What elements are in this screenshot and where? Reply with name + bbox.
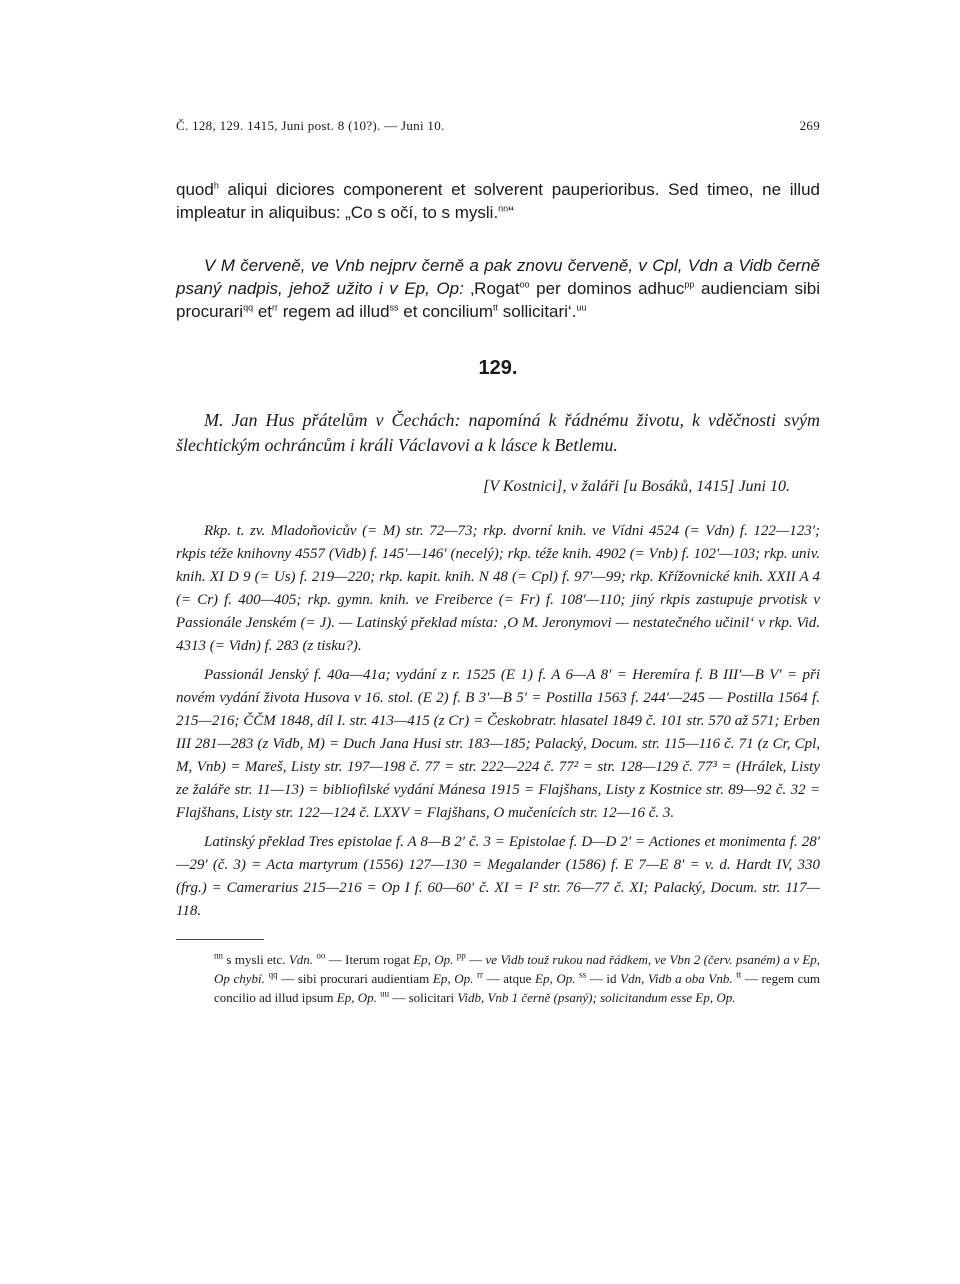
footnote-text: s mysli etc. — [223, 952, 289, 967]
running-header — [176, 118, 820, 134]
footnote-marker: qq — [243, 302, 254, 313]
intro-paragraph — [176, 178, 820, 224]
footnote-italic: Vdn, Vidb a oba Vnb. — [620, 971, 733, 986]
footnote-text: — Iterum rogat — [325, 952, 414, 967]
note-italic: V M červeně, ve Vnb nejprv černě a pak znovu červeně, v Cpl, Vdn a Vidb černě psaný nadpis, jehož užito i v Ep, Op: — [176, 256, 820, 298]
footnote-marker: h — [213, 180, 219, 191]
footnote-marker: tt — [493, 302, 499, 313]
footnote-text: — solicitari — [389, 990, 458, 1005]
footnote-marker: pp — [456, 950, 466, 961]
footnote-marker: rr — [272, 302, 279, 313]
intro-text-start: quod — [176, 180, 214, 199]
footnote-marker: nn — [498, 203, 509, 214]
note-text: et — [253, 302, 273, 321]
footnote-italic: Ep, Op. — [535, 971, 576, 986]
footnote-text: — sibi procurari audientiam — [277, 971, 433, 986]
footnote-text: — atque — [482, 971, 536, 986]
footnote-marker: pp — [684, 279, 695, 290]
footnote-marker: oo — [316, 950, 326, 961]
dateline: [V Kostnici], v žaláři [u Bosáků, 1415] Juni 10. — [483, 478, 790, 495]
footnote-marker: ss — [579, 969, 587, 980]
footnote-marker: uu — [576, 302, 587, 313]
footnote-italic: Ep, Op. — [336, 990, 377, 1005]
footnote-italic: Ep, Op. — [413, 952, 454, 967]
footnote-marker: nn — [214, 950, 223, 961]
footnote-italic: ve Vidb touž rukou nad řádkem, ve Vbn 2 (červ. psaném) a v Ep, Op chybí. — [214, 952, 821, 986]
footnote-italic: Vdn. — [288, 952, 314, 967]
page-number: 269 — [799, 118, 820, 133]
footnote-marker: rr — [476, 969, 483, 980]
intro-text: aliqui diciores componerent et solverent pauperioribus. Sed timeo, ne illud impleatur in aliquibus: „Co s očí, to s mysli. — [176, 180, 820, 222]
note-text: per dominos adhuc — [529, 279, 685, 298]
letter-title: M. Jan Hus přátelům v Čechách: napomíná k řádnému životu, k vděčnosti svým šlechtickým ochráncům i králi Václavovi a k lásce k Betlemu. — [176, 410, 820, 455]
footnote-marker: uu — [380, 988, 390, 999]
footnote-italic: Vidb, Vnb 1 černě (psaný); solicitandum esse Ep, Op. — [457, 990, 736, 1005]
running-header-left: Č. 128, 129. 1415, Juni post. 8 (10?). — Juni 10. — [176, 118, 445, 133]
section-number: 129. — [478, 357, 518, 379]
footnote-marker: qq — [268, 969, 278, 980]
apparatus-paragraph-1: Rkp. t. zv. Mladoňovicův (= M) str. 72—73; rkp. dvorní knih. ve Vídni 4524 (= Vdn) f. 122—123′; rkpis téže knihovny 4557 (Vidb) f. 145′—146′ (necelý); rkp. téže knih. 4902 (= Vnb) f. 102′—103; rkp. univ. knih. XI D 9 (= Us) f. 219—220; rkp. kapit. knih. N 48 (= Cpl) f. 97′—99; rkp. Křížovnické knih. XXII A 4 (= Cr) f. 400—405; rkp. gymn. knih. ve Freiberce (= Fr) f. 108′—110; jiný rkpis zastupuje prvotisk v Passionále Jenském (= J). — Latinský překlad místa: ‚O M. Jeronymovi — nestatečného učinil‘ v rkp. Vid. 4313 (= Vidn) f. 283 (z tisku?). — [176, 523, 820, 654]
footnote-text: — — [465, 952, 486, 967]
footnote-divider — [176, 939, 264, 940]
footnotes — [176, 950, 820, 1007]
apparatus-paragraph-3: Latinský překlad Tres epistolae f. A 8—B 2′ č. 3 = Epistolae f. D—D 2′ = Actiones et monimenta f. 28′—29′ (č. 3) = Acta martyrum (1556) 127—130 = Megalander (1586) f. E 7—E 8′ = v. d. Hardt IV, 330 (frg.) = Camerarius 215—216 = Op I f. 60—60′ č. XI = I² str. 76—77 č. XI; Palacký, Docum. str. 117—118. — [176, 834, 820, 919]
intro-text-end: “ — [508, 203, 514, 222]
note-text: regem ad illud — [278, 302, 390, 321]
apparatus-paragraph-2: Passionál Jenský f. 40a—41a; vydání z r. 1525 (E 1) f. A 6—A 8′ = Heremíra f. B III′—B V′ = při novém vydání života Husova v 16. stol. (E 2) f. B 3′—B 5′ = Postilla 1563 f. 244′—245 — Postilla 1564 f. 215—216; ČČM 1848, díl I. str. 413—415 (z Cr) = Českobratr. hlasatel 1849 č. 101 str. 570 až 571; Erben III 281—283 (z Vidb, M) = Duch Jana Husi str. 183—185; Palacký, Docum. str. 115—116 č. 71 (z Cr, Cpl, M, Vnb) = Mareš, Listy str. 197—198 č. 77 = str. 222—224 č. 77² = str. 128—129 č. 77³ = (Hrálek, Listy ze žaláře str. 11—13) = bibliofilské vydání Mánesa 1915 = Flajšhans, Listy z Kostnice str. 89—92 č. 32 = Flajšhans, Listy str. 122—124 č. LXXV = Flajšhans, O mučenících str. 12—16 č. 3. — [176, 667, 820, 821]
note-text: ‚Rogat — [463, 279, 520, 298]
footnote-marker: ss — [389, 302, 399, 313]
note-text: sollicitari‘. — [498, 302, 577, 321]
note-text: et concilium — [398, 302, 494, 321]
footnote-italic: Ep, Op. — [432, 971, 474, 986]
footnote-text: — regem cum concilio ad illud ipsum — [214, 971, 821, 1005]
note-text: audienciam sibi procurari — [176, 279, 820, 321]
footnote-text: — id — [586, 971, 621, 986]
footnote-marker: oo — [519, 279, 530, 290]
footnote-marker: tt — [736, 969, 742, 980]
heading-note-paragraph — [176, 254, 820, 323]
